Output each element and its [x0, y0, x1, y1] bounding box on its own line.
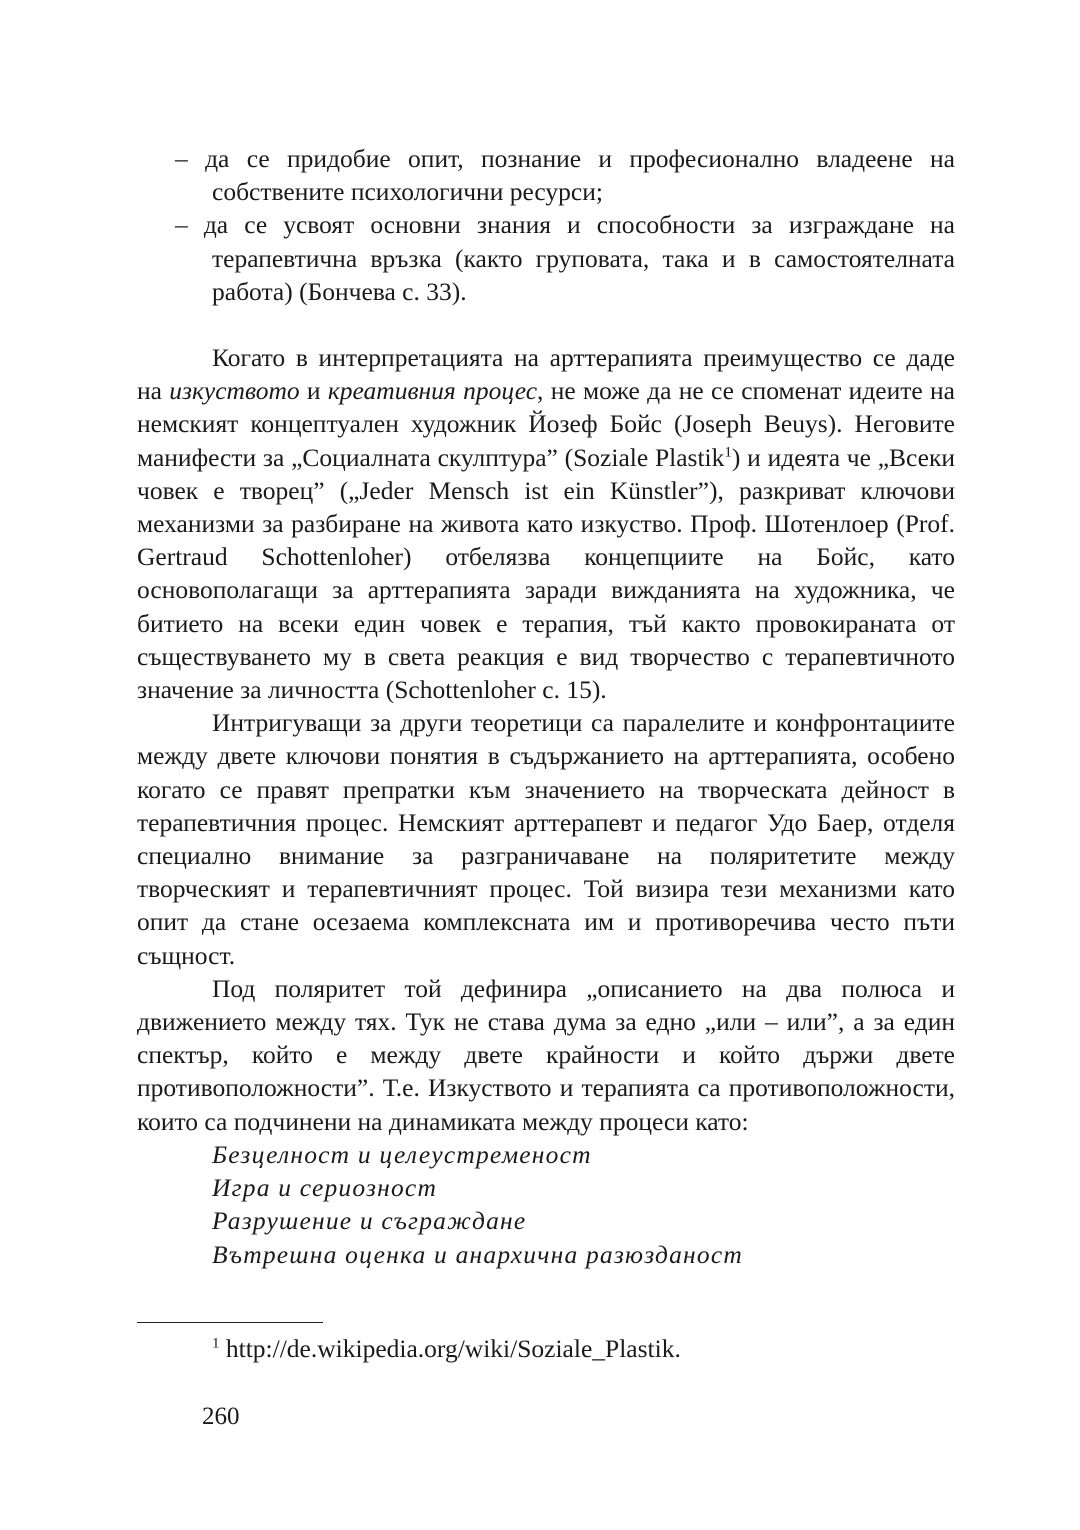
paragraph-polarity: Под поляритет той дефинира „описанието на два полюса и движението между тях. Тук не става дума за едно „или – или”, а за един спектър, който е между двете крайности и който държи двете противоположности”. Т.е. Изкуството и терапията са противоположности, които са подчинени на динамиката между процеси като:	[137, 973, 955, 1136]
polarity-item-4: Вътрешна оценка и анархична разюзданост	[212, 1239, 743, 1269]
body-text	[137, 142, 955, 1271]
polarity-item-3: Разрушение и съграждане	[212, 1206, 527, 1236]
footnote-link[interactable]: http://de.wikipedia.org/wiki/Soziale_Plastik.	[219, 1334, 681, 1363]
para1-italic-creative: креативния процес	[327, 376, 538, 406]
para1-text-2: и	[299, 376, 328, 406]
paragraph-baer: Интригуващи за други теоретици са паралелите и конфронтациите между двете ключови понятия в съдържанието на арттерапията, особено когато се правят препратки към значението на творческата дейност в терапевтичния процес. Немският арттерапевт и педагог Удо Баер, отделя специално внимание за разграничаване на поляритетите между творческият и терапевтичният процес. Той визира тези механизми като опит да стане осезаема комплексната им и противоречива често пъти същност.	[137, 708, 955, 970]
para1-text-1: Когато в интерпретацията на арттерапията преимущество се даде на	[137, 343, 955, 406]
footnote-reference[interactable]: 1	[724, 444, 732, 461]
page-number: 260	[202, 1403, 240, 1430]
para1-text-4: ) и идеята че „Всеки човек е творец” („Jeder Mensch ist ein Künstler”), разкриват ключови механизми за разбиране на живота като изкуство. Проф. Шотенлоер (Prof. Gertraud Schottenloher) отбелязва концепциите на Бойс, като основополагащи за арттерапията заради вижданията на художника, че битието на всеки един човек е терапия, тъй както провокираната от съществуването му в света реакция е вид творчество с терапевтичното значение за личността (Schottenloher с. 15).	[137, 442, 956, 705]
bullet-item-1: – да се придобие опит, познание и професионално владеене на собствените психологични ресурси;	[175, 144, 955, 207]
bullet-item-2: – да се усвоят основни знания и способности за изграждане на терапевтична връзка (както груповата, така и в самостоятелната работа) (Бончева с. 33).	[175, 210, 955, 306]
polarity-item-1: Безцелност и целеустременост	[212, 1139, 592, 1169]
paragraph-gap	[137, 308, 955, 341]
paragraph-beuys	[137, 341, 955, 706]
footnote-separator	[137, 1322, 323, 1323]
para1-italic-art: изкуството	[169, 376, 300, 406]
footnote-mark: 1	[212, 1335, 220, 1352]
footnote	[212, 1332, 681, 1366]
polarity-item-2: Игра и сериозност	[212, 1173, 438, 1203]
para1-text-3: , не може да не се споменат идеите на немският концептуален художник Йозеф Бойс (Joseph Beuys). Неговите манифести за „Социалната скулптура” (Soziale Plastik	[137, 376, 955, 472]
